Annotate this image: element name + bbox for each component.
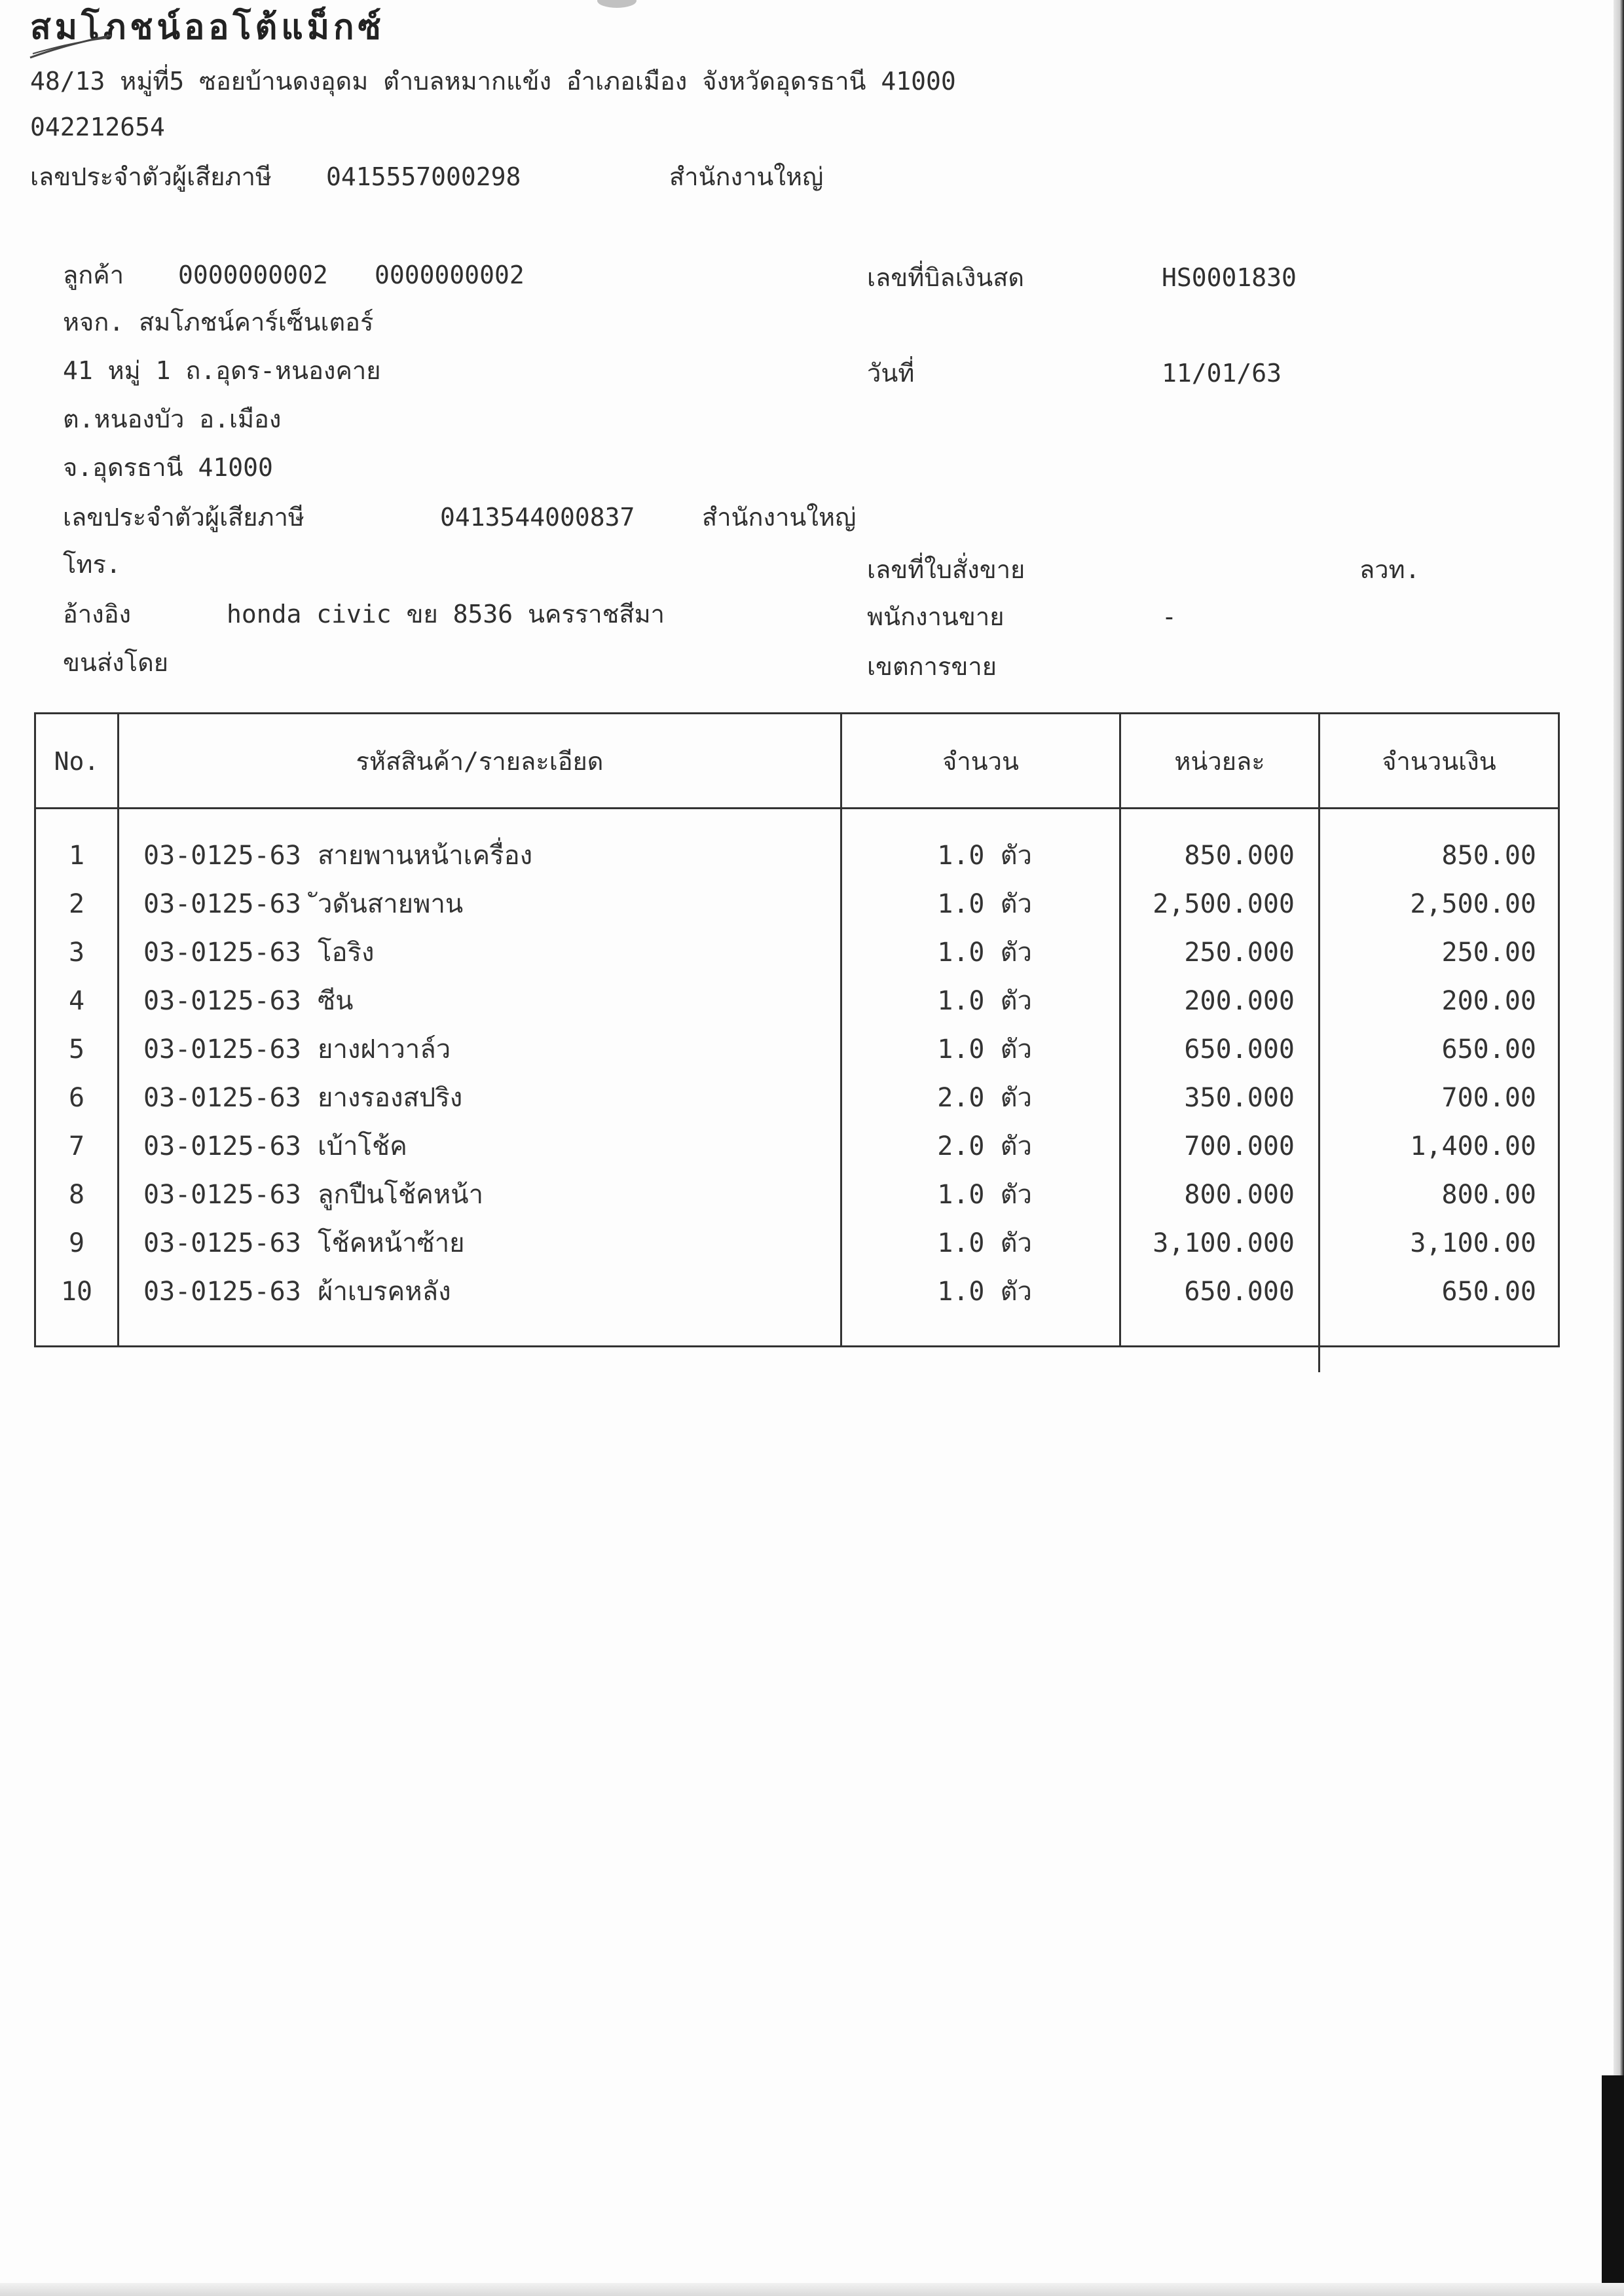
row-desc: ผ้าเบรคหลัง	[318, 1277, 451, 1307]
row-desc: โอริง	[318, 938, 375, 968]
row-code: 03-0125-63	[143, 986, 301, 1016]
row-no: 4	[68, 986, 85, 1016]
scan-smudge	[597, 0, 637, 8]
row-amount: 250.00	[1441, 938, 1536, 968]
sales-area-label: เขตการขาย	[867, 652, 997, 681]
row-amount: 650.00	[1441, 1277, 1536, 1307]
row-unit-price: 3,100.000	[1153, 1228, 1295, 1258]
row-qty: 1.0 ตัว	[937, 889, 1032, 919]
customer-address-line-1: 41 หมู่ 1 ถ.อุดร-หนองคาย	[63, 356, 381, 385]
row-qty: 1.0 ตัว	[937, 1228, 1032, 1258]
row-qty: 1.0 ตัว	[937, 841, 1032, 871]
customer-label: ลูกค้า	[63, 261, 124, 289]
customer-address-line-2: ต.หนองบัว อ.เมือง	[63, 405, 282, 433]
row-qty: 1.0 ตัว	[937, 1180, 1032, 1210]
row-desc: ยางรองสปริง	[318, 1083, 463, 1113]
row-amount: 2,500.00	[1410, 889, 1536, 919]
seller-tax-id: 0415557000298	[326, 162, 521, 191]
bill-number: HS0001830	[1162, 263, 1297, 292]
header-quantity: จำนวน	[942, 747, 1019, 776]
row-desc: ซีน	[318, 986, 354, 1016]
customer-address-line-3: จ.อุดรธานี 41000	[63, 453, 273, 482]
header-unit-price: หน่วยละ	[1174, 747, 1265, 776]
row-qty: 1.0 ตัว	[937, 986, 1032, 1016]
invoice-date: 11/01/63	[1162, 359, 1282, 388]
row-code: 03-0125-63	[143, 1131, 301, 1161]
seller-phone: 042212654	[30, 113, 165, 141]
row-unit-price: 800.000	[1184, 1180, 1295, 1210]
scan-bottom-edge	[0, 2283, 1624, 2296]
row-code: 03-0125-63	[143, 1083, 301, 1113]
row-desc: เบ้าโช้ค	[318, 1131, 407, 1161]
row-amount: 650.00	[1441, 1034, 1536, 1065]
customer-phone-label: โทร.	[63, 550, 121, 579]
row-desc: ลูกปืนโช้คหน้า	[318, 1180, 484, 1210]
row-amount: 700.00	[1441, 1083, 1536, 1113]
column-divider-1	[117, 714, 119, 1347]
customer-branch: สำนักงานใหญ่	[702, 503, 857, 532]
row-no: 9	[68, 1228, 85, 1258]
row-code: 03-0125-63	[143, 1034, 301, 1065]
sales-order-code: ลวท.	[1359, 555, 1420, 584]
row-no: 6	[68, 1083, 85, 1113]
row-amount: 1,400.00	[1410, 1131, 1536, 1161]
salesperson-label: พนักงานขาย	[867, 602, 1005, 631]
row-unit-price: 700.000	[1184, 1131, 1295, 1161]
row-unit-price: 850.000	[1184, 841, 1295, 871]
row-desc: ยางฝาวาล์ว	[318, 1034, 451, 1065]
row-no: 10	[60, 1277, 93, 1307]
row-no: 7	[68, 1131, 85, 1161]
reference-label: อ้างอิง	[63, 600, 132, 629]
row-code: 03-0125-63	[143, 889, 301, 919]
row-no: 8	[68, 1180, 85, 1210]
row-no: 3	[68, 938, 85, 968]
shipping-label: ขนส่งโดย	[63, 648, 169, 677]
customer-tax-label: เลขประจำตัวผู้เสียภาษี	[63, 503, 304, 532]
customer-code-1: 0000000002	[178, 261, 328, 289]
row-qty: 1.0 ตัว	[937, 938, 1032, 968]
reference-value: honda civic ขย 8536 นครราชสีมา	[227, 600, 665, 629]
customer-tax-id: 0413544000837	[440, 503, 635, 532]
row-qty: 1.0 ตัว	[937, 1277, 1032, 1307]
seller-address: 48/13 หมู่ที่5 ซอยบ้านดงอุดม ตำบลหมากแข้ง อำเภอเมือง จังหวัดอุดรธานี 41000	[30, 67, 956, 96]
scan-edge	[1614, 0, 1624, 2296]
table-bottom-border	[36, 1345, 1558, 1347]
header-amount: จำนวนเงิน	[1382, 747, 1496, 776]
header-divider	[36, 807, 1558, 809]
row-unit-price: 350.000	[1184, 1083, 1295, 1113]
customer-name: หจก. สมโภชน์คาร์เซ็นเตอร์	[63, 308, 374, 337]
row-code: 03-0125-63	[143, 841, 301, 871]
customer-code-2: 0000000002	[375, 261, 525, 289]
company-name: สมโภชน์ออโต้แม็กซ์	[30, 8, 385, 47]
salesperson-value: -	[1162, 602, 1177, 631]
header-description: รหัสสินค้า/รายละเอียด	[356, 747, 604, 776]
row-amount: 850.00	[1441, 841, 1536, 871]
row-unit-price: 650.000	[1184, 1277, 1295, 1307]
row-amount: 3,100.00	[1410, 1228, 1536, 1258]
row-desc: ัวดันสายพาน	[318, 889, 464, 919]
date-label: วันที่	[867, 359, 915, 388]
row-amount: 800.00	[1441, 1180, 1536, 1210]
row-qty: 2.0 ตัว	[937, 1083, 1032, 1113]
row-qty: 2.0 ตัว	[937, 1131, 1032, 1161]
row-unit-price: 250.000	[1184, 938, 1295, 968]
header-no: No.	[54, 747, 100, 776]
row-code: 03-0125-63	[143, 1228, 301, 1258]
row-code: 03-0125-63	[143, 938, 301, 968]
row-qty: 1.0 ตัว	[937, 1034, 1032, 1065]
scan-edge-dark	[1602, 2075, 1624, 2296]
row-code: 03-0125-63	[143, 1180, 301, 1210]
row-unit-price: 650.000	[1184, 1034, 1295, 1065]
bill-number-label: เลขที่บิลเงินสด	[867, 263, 1025, 292]
row-code: 03-0125-63	[143, 1277, 301, 1307]
row-no: 1	[68, 841, 85, 871]
row-no: 5	[68, 1034, 85, 1065]
items-table	[34, 712, 1560, 1347]
seller-tax-label: เลขประจำตัวผู้เสียภาษี	[30, 162, 272, 191]
pen-mark-icon	[29, 34, 114, 60]
row-desc: โช้คหน้าซ้าย	[318, 1228, 465, 1258]
row-no: 2	[68, 889, 85, 919]
seller-branch: สำนักงานใหญ่	[669, 162, 824, 191]
row-amount: 200.00	[1441, 986, 1536, 1016]
sales-order-label: เลขที่ใบสั่งขาย	[867, 555, 1025, 584]
row-unit-price: 2,500.000	[1153, 889, 1295, 919]
row-desc: สายพานหน้าเครื่อง	[318, 841, 533, 871]
row-unit-price: 200.000	[1184, 986, 1295, 1016]
